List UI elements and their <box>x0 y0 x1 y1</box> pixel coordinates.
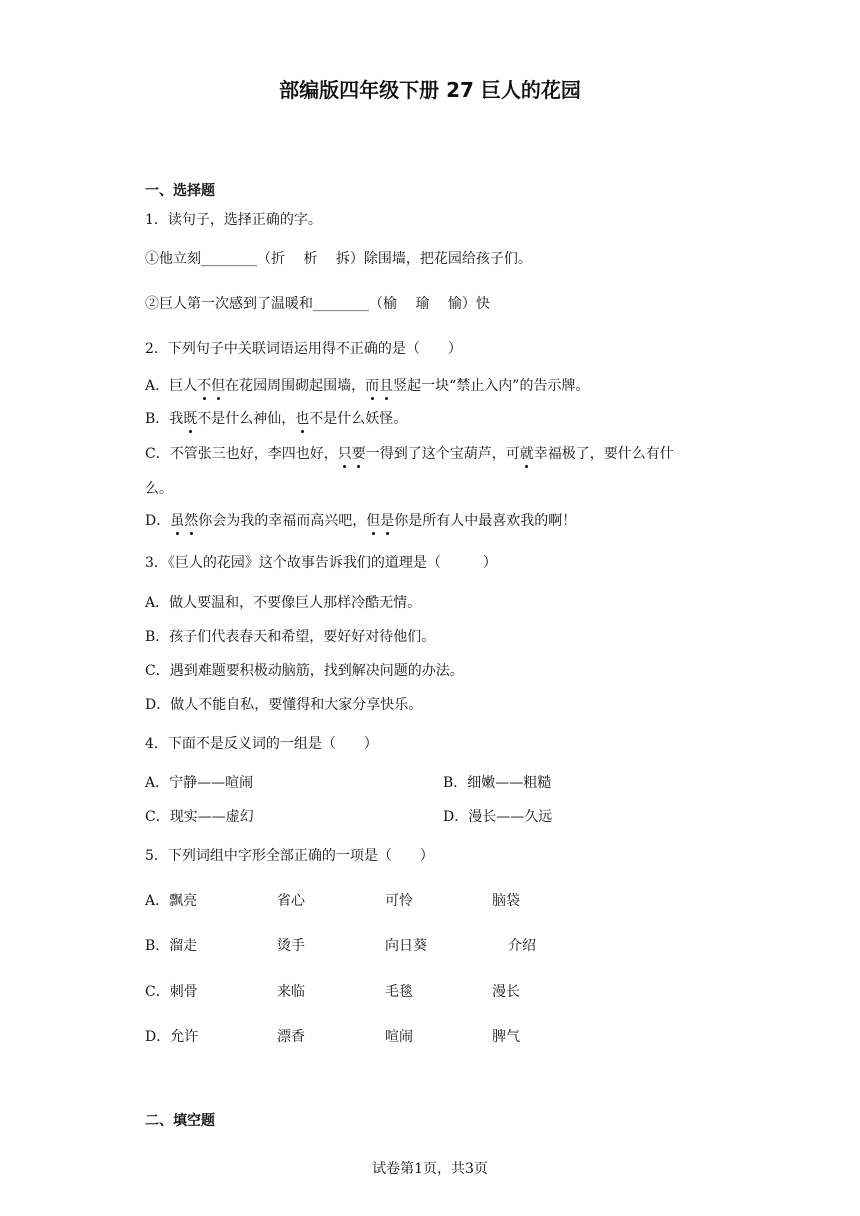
question-5-option-c-word-2: 来临 <box>277 984 305 1000</box>
question-5-option-a-word-3: 可怜 <box>385 893 413 909</box>
question-5-option-d-word-4: 脾气 <box>492 1029 520 1045</box>
question-4-option-c: C．现实——虚幻 <box>145 809 254 825</box>
question-1-stem: 1．读句子，选择正确的字。 <box>145 212 322 228</box>
question-5-option-b-word-1: B．溜走 <box>145 938 198 954</box>
question-5-option-c-word-4: 漫长 <box>492 984 520 1000</box>
question-5-option-b-word-3: 向日葵 <box>385 938 427 954</box>
question-5-option-d-word-3: 喧闹 <box>385 1029 413 1045</box>
question-4-option-d: D．漫长——久远 <box>443 809 553 825</box>
question-5-option-b-word-4: 介绍 <box>508 938 536 954</box>
question-3-option-a: A．做人要温和，不要像巨人那样冷酷无情。 <box>145 595 422 611</box>
question-4-stem: 4．下面不是反义词的一组是（ ） <box>145 736 378 752</box>
question-2-option-c: C．不管张三也好，李四也好，只要一得到了这个宝葫芦，可就幸福极了，要什么有什 <box>145 443 674 463</box>
page-footer: 试卷第1页，共3页 <box>372 1161 488 1177</box>
question-2-option-d: D．虽然你会为我的幸福而高兴吧，但是你是所有人中最喜欢我的啊！ <box>145 510 576 530</box>
question-2-option-c-continued: 么。 <box>145 481 173 497</box>
question-3-option-c: C．遇到难题要积极动脑筋，找到解决问题的办法。 <box>145 663 464 679</box>
question-3-option-d: D．做人不能自私，要懂得和大家分享快乐。 <box>145 697 423 713</box>
section-heading-choice: 一、选择题 <box>145 183 215 199</box>
question-2-option-a: A．巨人不但在花园周围砌起围墙，而且竖起一块“禁止入内”的告示牌。 <box>145 375 589 395</box>
question-5-option-a-word-1: A．飘亮 <box>145 893 198 909</box>
question-5-stem: 5．下列词组中字形全部正确的一项是（ ） <box>145 848 434 864</box>
section-heading-fill-in: 二、填空题 <box>145 1113 215 1129</box>
question-1-sentence-1: ①他立刻________（折 析 拆）除围墙，把花园给孩子们。 <box>145 251 532 267</box>
question-5-option-b-word-2: 烫手 <box>277 938 305 954</box>
question-5-option-d-word-1: D．允许 <box>145 1029 199 1045</box>
question-3-stem: 3．《巨人的花园》这个故事告诉我们的道理是（ ） <box>145 555 497 571</box>
question-2-option-b: B．我既不是什么神仙，也不是什么妖怪。 <box>145 408 407 428</box>
question-2-stem: 2．下列句子中关联词语运用得不正确的是（ ） <box>145 341 462 357</box>
question-5-option-c-word-1: C．刺骨 <box>145 984 198 1000</box>
question-1-sentence-2: ②巨人第一次感到了温暖和________（榆 瑜 愉）快 <box>145 296 490 312</box>
question-5-option-d-word-2: 漂香 <box>277 1029 305 1045</box>
question-5-option-a-word-2: 省心 <box>277 893 305 909</box>
question-4-option-b: B．细嫩——粗糙 <box>443 775 552 791</box>
document-title: 部编版四年级下册 27 巨人的花园 <box>279 78 581 102</box>
question-5-option-c-word-3: 毛毯 <box>385 984 413 1000</box>
question-4-option-a: A．宁静——喧闹 <box>145 775 254 791</box>
question-5-option-a-word-4: 脑袋 <box>492 893 520 909</box>
question-3-option-b: B．孩子们代表春天和希望，要好好对待他们。 <box>145 629 436 645</box>
